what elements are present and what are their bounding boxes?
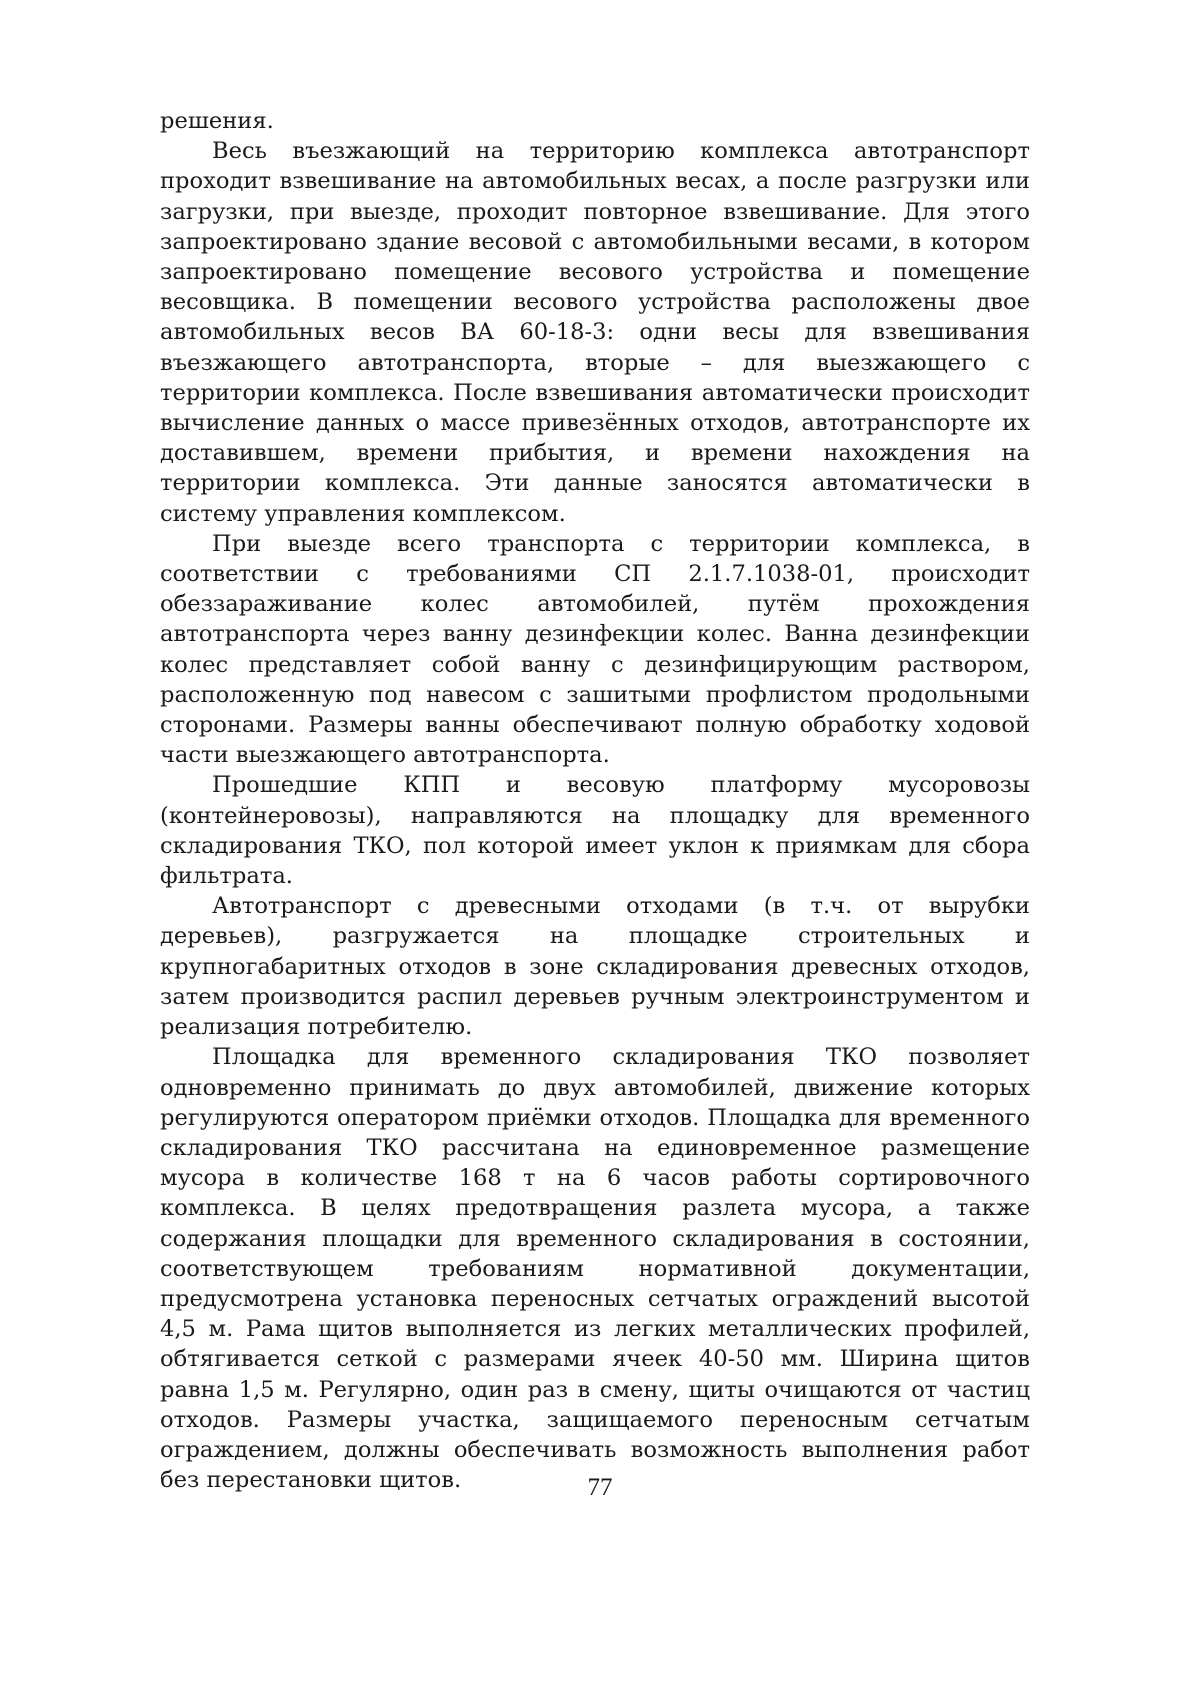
paragraph-wood-waste: Автотранспорт с древесными отходами (в т.ч. от вырубки деревьев), разгружается на площадке строительных и крупногабаритных отходов в зоне складирования древесных отходов, затем производится распил деревьев ручным электроинструментом и реализация потребителю. bbox=[160, 893, 1030, 1041]
paragraph-continuation: решения. bbox=[160, 108, 274, 134]
paragraph-vehicle-weighing: Весь въезжающий на территорию комплекса автотранспорт проходит взвешивание на автомобильных весах, а после разгрузки или загрузки, при выезде, проходит повторное взвешивание. Для этого запроектировано здание весовой с автомобильными весами, в котором запроектировано помещение весового устройства и помещение весовщика. В помещении весового устройства расположены двое автомобильных весов ВА 60-18-3: одни весы для взвешивания въезжающего автотранспорта, вторые – для выезжающего с территории комплекса. После взвешивания автоматически происходит вычисление данных о массе привезённых отходов, автотранспорте их доставившем, времени прибытия, и времени нахождения на территории комплекса. Эти данные заносятся автоматически в систему управления комплексом. bbox=[160, 138, 1030, 527]
paragraph-wheel-disinfection: При выезде всего транспорта с территории комплекса, в соответствии с требованиями СП 2.1.7.1038-01, происходит обеззараживание колес автомобилей, путём прохождения автотранспорта через ванну дезинфекции колес. Ванна дезинфекции колес представляет собой ванну с дезинфицирующим раствором, расположенную под навесом с зашитыми профлистом продольными сторонами. Размеры ванны обеспечивают полную обработку ходовой части выезжающего автотранспорта. bbox=[160, 530, 1030, 769]
paragraph-storage-area: Площадка для временного складирования ТКО позволяет одновременно принимать до двух автомобилей, движение которых регулируются оператором приёмки отходов. Площадка для временного складирования ТКО рассчитана на единовременное размещение мусора в количестве 168 т на 6 часов работы сортировочного комплекса. В целях предотвращения разлета мусора, а также содержания площадки для временного складирования в состоянии, соответствующем требованиям нормативной документации, предусмотрена установка переносных сетчатых ограждений высотой 4,5 м. Рама щитов выполняется из легких металлических профилей, обтягивается сеткой с размерами ячеек 40-50 мм. Ширина щитов равна 1,5 м. Регулярно, один раз в смену, щиты очищаются от частиц отходов. Размеры участка, защищаемого переносным сетчатым ограждением, должны обеспечивать возможность выполнения работ без перестановки щитов. bbox=[160, 1044, 1030, 1494]
page-number: 77 bbox=[587, 1474, 613, 1501]
document-body bbox=[160, 106, 1030, 1495]
paragraph-garbage-trucks: Прошедшие КПП и весовую платформу мусоровозы (контейнеровозы), направляются на площадку для временного складирования ТКО, пол которой имеет уклон к приямкам для сбора фильтрата. bbox=[160, 772, 1030, 890]
